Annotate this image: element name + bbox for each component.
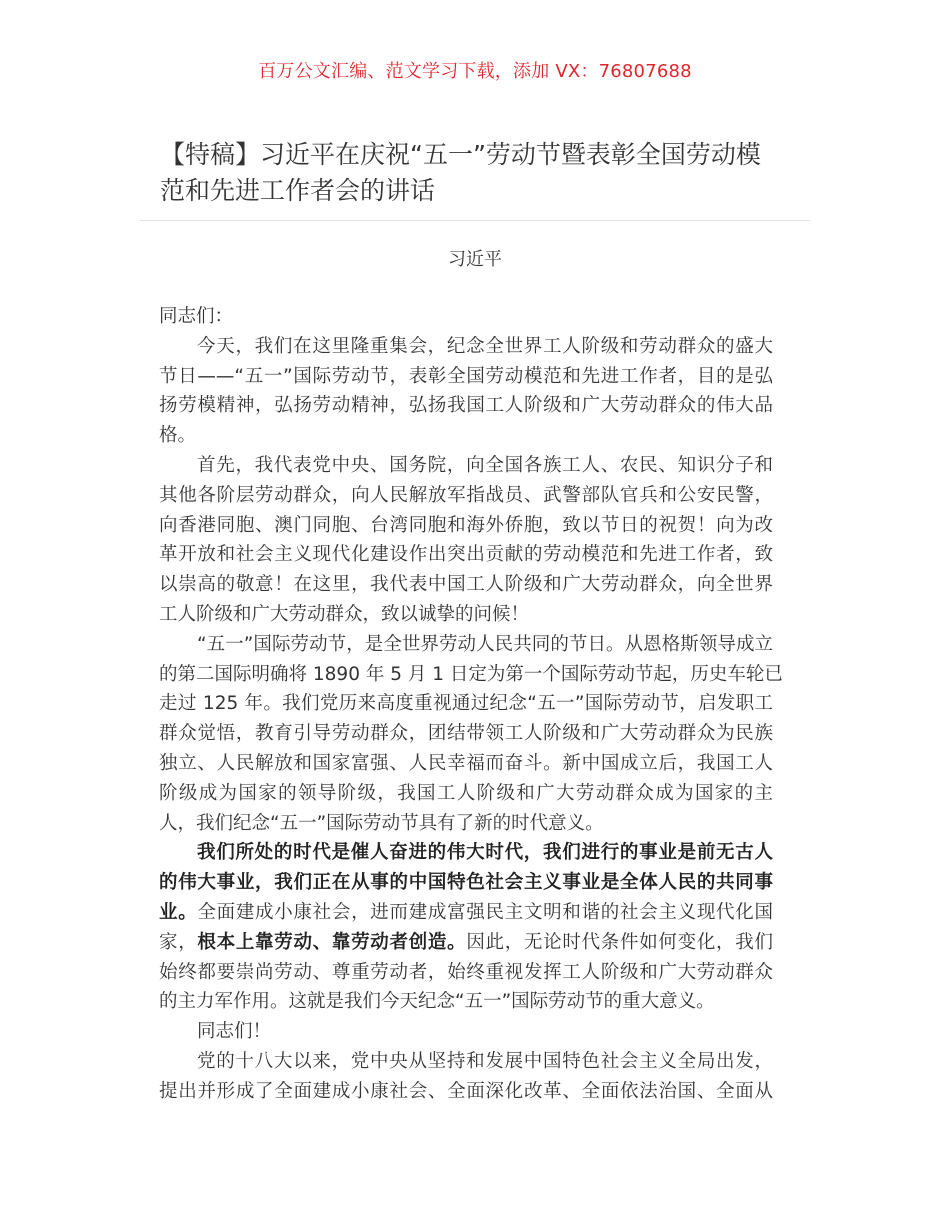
text-line (159, 1017, 773, 1047)
text-line (159, 481, 773, 511)
text-segment: 群众觉悟，教育引导劳动群众，团结带领工人阶级和广大劳动群众为民族 (159, 723, 773, 745)
text-segment: 工人阶级和广大劳动群众，致以诚挚的问候！ (159, 603, 530, 625)
text-segment: 独立、人民解放和国家富强、人民幸福而奋斗。新中国成立后，我国工人 (159, 752, 773, 774)
page-title (160, 137, 790, 209)
text-line (159, 868, 773, 898)
paragraph (159, 451, 773, 630)
text-segment: 格。 (159, 425, 197, 447)
text-line (159, 987, 773, 1017)
text-segment: 扬劳模精神，弘扬劳动精神，弘扬我国工人阶级和广大劳动群众的伟大品 (159, 395, 773, 417)
text-line (159, 958, 773, 988)
text-segment: 党的十八大以来，党中央从坚持和发展中国特色社会主义全局出发， (197, 1050, 773, 1072)
text-line (159, 809, 773, 839)
bold-text: 根本上靠劳动、靠劳动者创造。 (197, 931, 467, 953)
text-segment: 首先，我代表党中央、国务院，向全国各族工人、农民、知识分子和 (197, 454, 773, 476)
text-line (159, 630, 773, 660)
text-segment: 其他各阶层劳动群众，向人民解放军指战员、武警部队官兵和公安民警， (159, 484, 773, 506)
text-segment: 今天，我们在这里隆重集会，纪念全世界工人阶级和劳动群众的盛大 (197, 335, 773, 357)
title-divider (140, 220, 810, 221)
text-segment: “五一”国际劳动节，是全世界劳动人民共同的节日。从恩格斯领导成立 (197, 633, 773, 655)
paragraph (159, 302, 773, 332)
text-line (159, 749, 773, 779)
text-line (159, 1077, 773, 1107)
text-line (159, 600, 773, 630)
paragraph (159, 630, 783, 839)
title-line: 范和先进工作者会的讲话 (160, 176, 436, 205)
text-segment: 提出并形成了全面建成小康社会、全面深化改革、全面依法治国、全面从 (159, 1080, 773, 1102)
text-line (159, 689, 773, 719)
bold-text: 我们所处的时代是催人奋进的伟大时代，我们进行的事业是前无古人 (197, 842, 773, 864)
text-line (159, 362, 773, 392)
paragraph (159, 332, 773, 451)
text-line (159, 540, 773, 570)
text-line (159, 838, 773, 868)
text-line (159, 719, 773, 749)
text-segment: 走过 125 年。我们党历来高度重视通过纪念“五一”国际劳动节，启发职工 (159, 693, 773, 715)
text-segment: 阶级成为国家的领导阶级，我国工人阶级和广大劳动群众成为国家的主 (159, 782, 773, 804)
text-line (159, 332, 773, 362)
text-line (159, 302, 773, 332)
text-segment: 人，我们纪念“五一”国际劳动节具有了新的时代意义。 (159, 812, 604, 834)
text-line (159, 391, 773, 421)
bold-text: 业。 (159, 901, 198, 923)
text-segment: 全面建成小康社会，进而建成富强民主文明和谐的社会主义现代化国 (197, 901, 773, 923)
paragraph (159, 838, 773, 1017)
text-line (159, 660, 783, 690)
text-line (159, 570, 773, 600)
text-line (159, 451, 773, 481)
text-segment: 因此，无论时代条件如何变化，我们 (466, 931, 773, 953)
text-line (159, 898, 773, 928)
text-segment: 的主力军作用。这就是我们今天纪念“五一”国际劳动节的重大意义。 (159, 991, 715, 1013)
text-segment: 同志们！ (197, 1021, 272, 1043)
bold-text: 的伟大事业，我们正在从事的中国特色社会主义事业是全体人民的共同事 (159, 872, 773, 894)
text-segment: 革开放和社会主义现代化建设作出突出贡献的劳动模范和先进工作者，致 (159, 544, 773, 566)
text-segment: 家， (159, 931, 198, 953)
text-line (159, 928, 773, 958)
paragraph (159, 1017, 773, 1047)
paragraph (159, 1047, 773, 1107)
text-segment: 向香港同胞、澳门同胞、台湾同胞和海外侨胞，致以节日的祝贺！向为改 (159, 514, 773, 536)
text-segment: 同志们： (159, 306, 234, 327)
title-line: 【特稿】习近平在庆祝“五一”劳动节暨表彰全国劳动模 (160, 140, 761, 169)
text-segment: 始终都要崇尚劳动、尊重劳动者，始终重视发挥工人阶级和广大劳动群众 (159, 961, 773, 983)
author-name: 习近平 (448, 249, 502, 270)
text-line (159, 779, 773, 809)
promo-banner: 百万公文汇编、范文学习下载，添加 VX：76807688 (258, 61, 692, 82)
article-body (159, 302, 783, 1107)
text-line (159, 511, 773, 541)
text-line (159, 421, 773, 451)
text-line (159, 1047, 773, 1077)
text-segment: 的第二国际明确将 1890 年 5 月 1 日定为第一个国际劳动节起，历史车轮已 (159, 663, 783, 685)
text-segment: 节日——“五一”国际劳动节，表彰全国劳动模范和先进工作者，目的是弘 (159, 365, 773, 387)
text-segment: 以崇高的敬意！在这里，我代表中国工人阶级和广大劳动群众，向全世界 (159, 574, 773, 596)
